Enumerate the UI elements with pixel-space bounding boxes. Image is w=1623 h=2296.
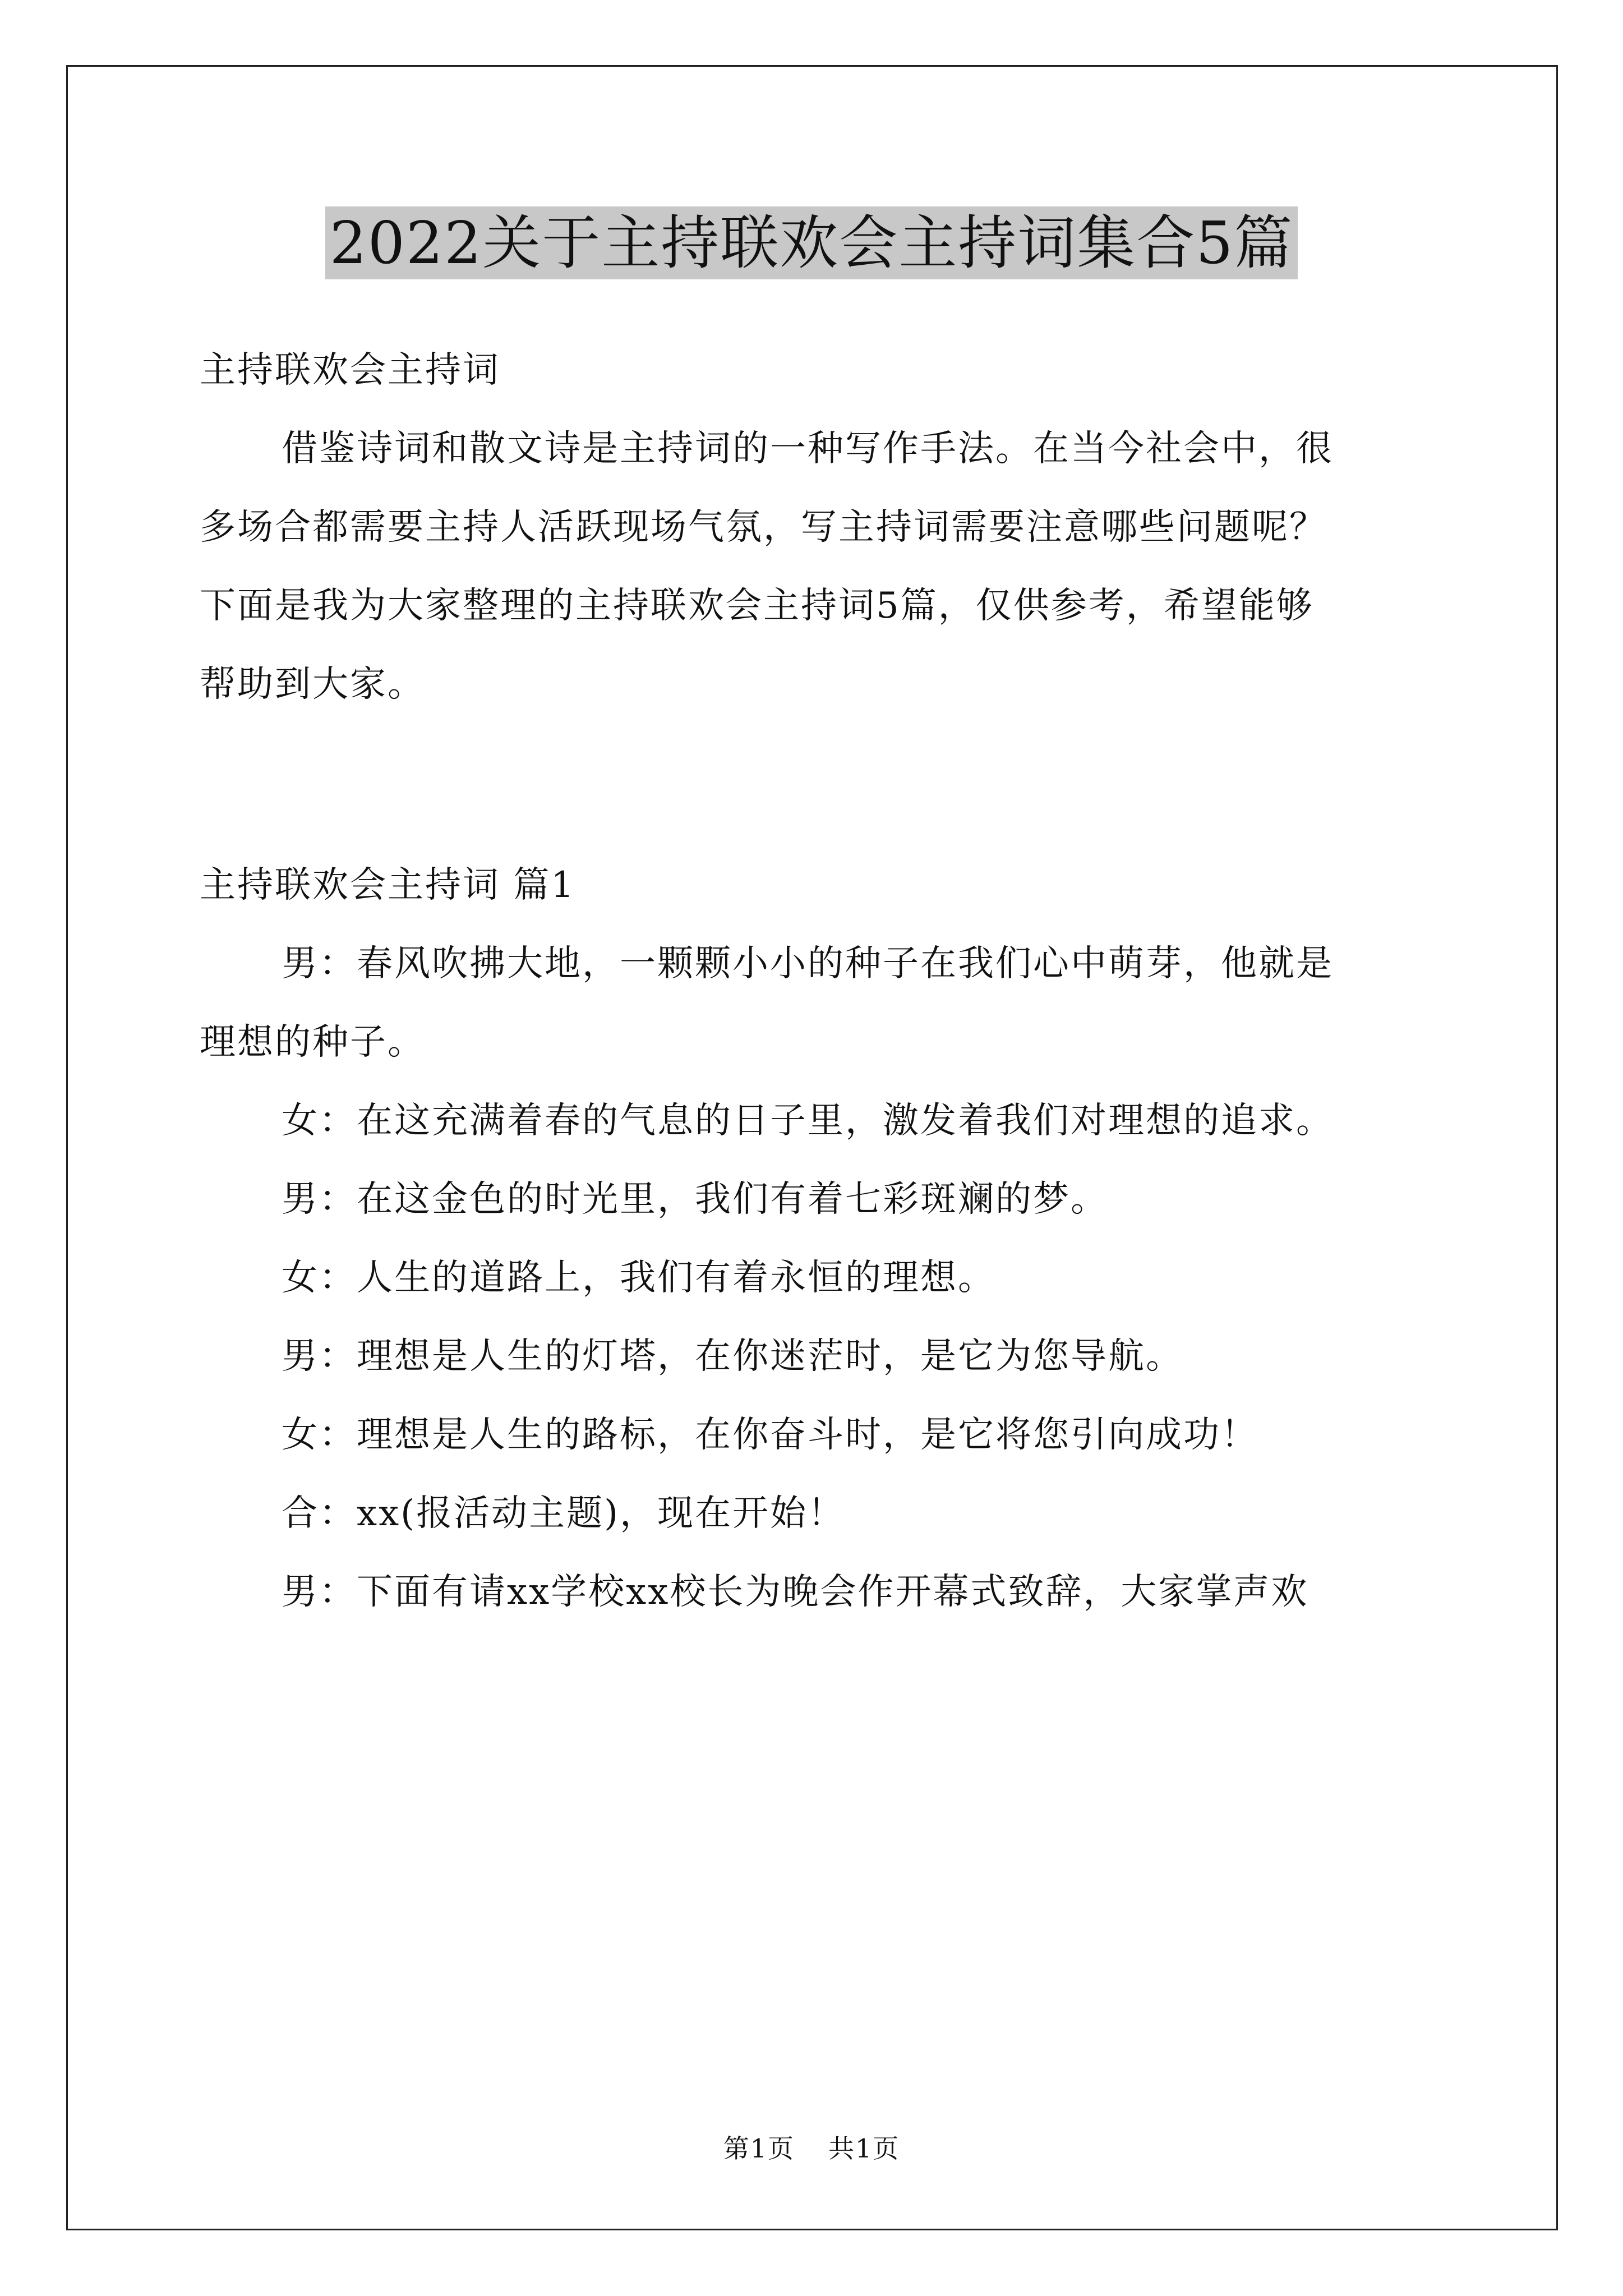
dialogue-line: 女：人生的道路上，我们有着永恒的理想。	[282, 1257, 995, 1299]
page-footer	[0, 2132, 1623, 2165]
intro-line: 借鉴诗词和散文诗是主持词的一种写作手法。在当今社会中，很	[282, 428, 1334, 470]
intro-line: 帮助到大家。	[200, 664, 425, 705]
section-gap	[200, 724, 1433, 846]
intro-line: 下面是我为大家整理的主持联欢会主持词5篇，仅供参考，希望能够	[200, 585, 1314, 627]
page-number: 第1页	[723, 2133, 795, 2164]
dialogue-line: 男：下面有请xx学校xx校长为晚会作开幕式致辞，大家掌声欢	[282, 1571, 1309, 1613]
intro-heading: 主持联欢会主持词	[200, 349, 500, 391]
dialogue-line: 男：理想是人生的灯塔，在你迷茫时，是它为您导航。	[282, 1336, 1183, 1377]
dialogue-line: 男：春风吹拂大地，一颗颗小小的种子在我们心中萌芽，他就是	[282, 943, 1334, 984]
title-container	[0, 206, 1623, 279]
dialogue-line: 女：在这充满着春的气息的日子里，激发着我们对理想的追求。	[282, 1100, 1334, 1142]
dialogue-line: 男：在这金色的时光里，我们有着七彩斑斓的梦。	[282, 1179, 1108, 1220]
document-title: 2022关于主持联欢会主持词集合5篇	[325, 206, 1298, 279]
intro-line: 多场合都需要主持人活跃现场气氛，写主持词需要注意哪些问题呢？	[200, 507, 1327, 548]
page-total: 共1页	[828, 2133, 900, 2164]
dialogue-line: 理想的种子。	[200, 1022, 425, 1063]
dialogue-line: 女：理想是人生的路标，在你奋斗时，是它将您引向成功！	[282, 1414, 1258, 1456]
document-body	[200, 331, 1433, 1631]
section-heading: 主持联欢会主持词 篇1	[200, 864, 576, 906]
dialogue-line: 合：xx(报活动主题)，现在开始！	[282, 1493, 846, 1534]
